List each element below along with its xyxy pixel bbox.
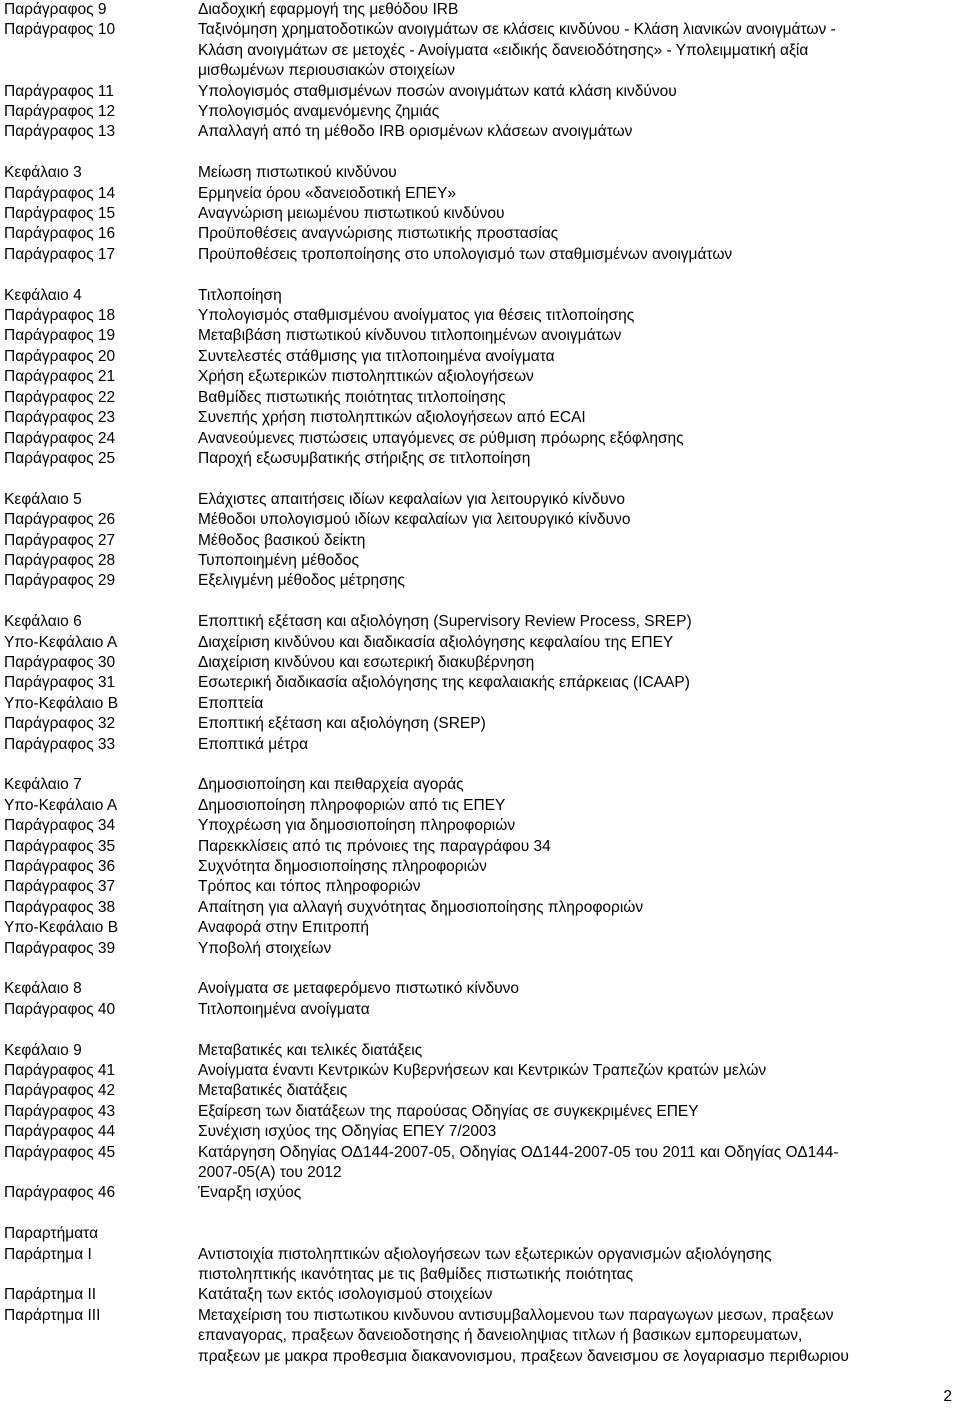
toc-entry-title (198, 877, 938, 897)
toc-entry-label: Κεφάλαιο 9 (4, 1041, 82, 1059)
toc-entry (0, 571, 960, 591)
toc-entry-title-line: Δημοσιοποίηση πληροφοριών από τις ΕΠΕΥ (198, 796, 506, 814)
toc-entry-title-line: Εποπτική εξέταση και αξιολόγηση (Supervisory Review Process, SREP) (198, 613, 692, 631)
toc-entry (0, 898, 960, 918)
toc-entry-label: Κεφάλαιο 6 (4, 613, 82, 631)
toc-entry (0, 367, 960, 387)
toc-entry (0, 1081, 960, 1101)
toc-entry-title (198, 1000, 938, 1020)
toc-entry-title (198, 939, 938, 959)
toc-entry-label: Παράγραφος 29 (4, 572, 116, 590)
toc-entry-title-line: Κατάταξη των εκτός ισολογισμού στοιχείων (198, 1286, 493, 1304)
toc-entry-title-line: Μεταβιβάση πιστωτικού κίνδυνου τιτλοποιημένων ανοιγμάτων (198, 327, 622, 345)
toc-entry-title-line: Μεταβατικές και τελικές διατάξεις (198, 1041, 423, 1059)
toc-entry (0, 714, 960, 734)
toc-entry-title (198, 510, 938, 530)
toc-entry-title-line: Διαχείριση κινδύνου και εσωτερική διακυβέρνηση (198, 653, 535, 671)
toc-entry-title (198, 204, 938, 224)
toc-entry-title (198, 1041, 938, 1061)
toc-entry (0, 877, 960, 897)
toc-entry-title-line: Συντελεστές στάθμισης για τιτλοποιημένα ανοίγματα (198, 347, 555, 365)
toc-entry (0, 735, 960, 755)
toc-entry-label: Παράγραφος 10 (4, 21, 116, 39)
toc-entry (0, 816, 960, 836)
toc-entry-title-line: Προϋποθέσεις αναγνώρισης πιστωτικής προστασίας (198, 225, 559, 243)
toc-entry (0, 429, 960, 449)
toc-entry-title (198, 347, 938, 367)
toc-entry-title-line: Εξελιγμένη μέθοδος μέτρησης (198, 572, 405, 590)
toc-entry-label: Παράρτημα Ι (4, 1245, 92, 1263)
toc-entry-title-line: Ανοίγματα έναντι Κεντρικών Κυβερνήσεων και Κεντρικών Τραπεζών κρατών μελών (198, 1062, 767, 1080)
toc-entry-label: Παράγραφος 15 (4, 205, 116, 223)
toc-entry-label: Παράγραφος 35 (4, 837, 116, 855)
toc-entry-title-line: Υπολογισμός σταθμισμένου ανοίγματος για θέσεις τιτλοποίησης (198, 307, 635, 325)
toc-entry-label: Παράγραφος 13 (4, 123, 116, 141)
toc-entry-title (198, 857, 938, 877)
page-number: 2 (943, 1388, 952, 1405)
toc-entry-title-line: πραξεων με μακρα προθεσμια διακανονισμου, πραξεων δανεισμου σε λογαριασμο περιθωριου (198, 1347, 849, 1365)
toc-entry (0, 388, 960, 408)
toc-entry-title-line: Ανοίγματα σε μεταφερόμενο πιστωτικό κίνδυνο (198, 980, 520, 998)
toc-entry-title-line: Εσωτερική διαδικασία αξιολόγησης της κεφαλαιακής επάρκειας (ICAAP) (198, 674, 690, 692)
toc-entry-title (198, 612, 938, 632)
toc-entry (0, 408, 960, 428)
toc-entry-title-line: Χρήση εξωτερικών πιστοληπτικών αξιολογήσεων (198, 368, 534, 386)
toc-entry-title-line: πιστοληπτικής ικανότητας με τις βαθμίδες πιστωτικής ποιότητας (198, 1266, 634, 1284)
toc-entry-label: Παράγραφος 46 (4, 1184, 116, 1202)
toc-entry-label: Παραρτήματα (4, 1225, 99, 1243)
toc-entry-title (198, 735, 938, 755)
toc-entry-title-line: 2007-05(Α) του 2012 (198, 1164, 342, 1182)
toc-entry-title (198, 224, 938, 244)
toc-entry-label: Κεφάλαιο 5 (4, 490, 82, 508)
toc-entry-title-line: Απαλλαγή από τη μέθοδο IRB ορισμένων κλάσεων ανοιγμάτων (198, 123, 633, 141)
toc-entry-label: Παράρτημα ΙΙ (4, 1286, 97, 1304)
toc-entry-title (198, 571, 938, 591)
toc-entry (0, 184, 960, 204)
toc-entry (0, 449, 960, 469)
toc-entry-label: Παράγραφος 25 (4, 449, 116, 467)
toc-entry-label: Υπο-Κεφάλαιο Β (4, 919, 119, 937)
toc-entry-title (198, 429, 938, 449)
toc-entry-label: Παράγραφος 37 (4, 878, 116, 896)
toc-entry-title (198, 122, 938, 142)
toc-entry-title-line: Μέθοδος βασικού δείκτη (198, 531, 366, 549)
toc-entry (0, 245, 960, 265)
toc-entry (0, 939, 960, 959)
toc-entry-title-line: Αντιστοιχία πιστοληπτικών αξιολογήσεων των εξωτερικών οργανισμών αξιολόγησης (198, 1245, 772, 1263)
toc-entry (0, 82, 960, 102)
toc-entry (0, 633, 960, 653)
toc-entry-title-line: Υποχρέωση για δημοσιοποίηση πληροφοριών (198, 817, 516, 835)
toc-entry-title-line: Συχνότητα δημοσιοποίησης πληροφοριών (198, 857, 487, 875)
toc-entry-label: Παράγραφος 32 (4, 715, 116, 733)
toc-entry-label: Παράγραφος 23 (4, 409, 116, 427)
toc-entry-title (198, 1061, 938, 1081)
toc-entry-label: Παράγραφος 14 (4, 184, 116, 202)
toc-entry-label: Παράγραφος 11 (4, 82, 114, 100)
toc-entry-title-line: Μεταβατικές διατάξεις (198, 1082, 348, 1100)
toc-entry-title-line: Ερμηνεία όρου «δανειοδοτική ΕΠΕΥ» (198, 184, 456, 202)
toc-entry-title-line: Αναγνώριση μειωμένου πιστωτικού κινδύνου (198, 205, 505, 223)
toc-entry-label: Παράγραφος 36 (4, 857, 116, 875)
toc-entry (0, 204, 960, 224)
toc-entry-title-line: μισθωμένων περιουσιακών στοιχείων (198, 62, 455, 80)
toc-entry (0, 673, 960, 693)
toc-entry (0, 551, 960, 571)
toc-entry-title-line: Εξαίρεση των διατάξεων της παρούσας Οδηγίας σε συγκεκριμένες ΕΠΕΥ (198, 1102, 699, 1120)
toc-entry-title (198, 796, 938, 816)
toc-entry-title-line: Ταξινόμηση χρηματοδοτικών ανοιγμάτων σε κλάσεις κινδύνου - Κλάση λιανικών ανοιγμάτων - (198, 21, 836, 39)
toc-entry-title (198, 20, 938, 81)
toc-entry-label: Παράγραφος 27 (4, 531, 116, 549)
toc-entry-title-line: Συνεπής χρήση πιστοληπτικών αξιολογήσεων από ECAI (198, 409, 586, 427)
toc-entry-title (198, 490, 938, 510)
toc-entry-title (198, 1285, 938, 1305)
toc-entry-label: Παράγραφος 21 (4, 368, 116, 386)
toc-entry-title (198, 633, 938, 653)
toc-entry (0, 1285, 960, 1305)
toc-entry-label: Παράγραφος 42 (4, 1082, 116, 1100)
toc-entry-title-line: Μείωση πιστωτικού κινδύνου (198, 164, 397, 182)
toc-entry (0, 347, 960, 367)
toc-entry-title (198, 979, 938, 999)
toc-entry-title-line: Μεταχείριση του πιστωτικου κινδυνου αντισυμβαλλομενου των παραγωγων μεσων, πραξεων (198, 1306, 834, 1324)
toc-entry-title-line: Εποπτικά μέτρα (198, 735, 309, 753)
toc-entry-title (198, 1306, 938, 1367)
toc-entry (0, 1102, 960, 1122)
toc-entry-title (198, 306, 938, 326)
toc-entry (0, 1306, 960, 1367)
toc-entry (0, 653, 960, 673)
toc-entry-title-line: Βαθμίδες πιστωτικής ποιότητας τιτλοποίησης (198, 388, 506, 406)
toc-entry (0, 1122, 960, 1142)
toc-entry (0, 531, 960, 551)
toc-entry-label: Παράγραφος 39 (4, 939, 116, 957)
toc-entry (0, 918, 960, 938)
toc-entry-label: Παράγραφος 43 (4, 1102, 116, 1120)
toc-entry (0, 1224, 960, 1244)
toc-entry-title (198, 837, 938, 857)
toc-entry-title (198, 286, 938, 306)
toc-entry-title-line: Παροχή εξωσυμβατικής στήριξης σε τιτλοποίηση (198, 449, 531, 467)
toc-entry-title (198, 531, 938, 551)
toc-entry (0, 163, 960, 183)
toc-entry-title-line: Τιτλοποιημένα ανοίγματα (198, 1000, 370, 1018)
toc-entry-title-line: Δημοσιοποίηση και πειθαρχεία αγοράς (198, 776, 464, 794)
toc-entry-label: Παράγραφος 17 (4, 245, 116, 263)
toc-entry-label: Παράγραφος 45 (4, 1143, 116, 1161)
toc-entry (0, 510, 960, 530)
toc-entry (0, 694, 960, 714)
toc-entry-title (198, 1081, 938, 1101)
toc-entry-label: Παράγραφος 30 (4, 653, 116, 671)
toc-entry-label: Υπο-Κεφάλαιο Α (4, 633, 118, 651)
toc-entry-title-line: Τρόπος και τόπος πληροφοριών (198, 878, 421, 896)
toc-entry-label: Παράγραφος 33 (4, 735, 116, 753)
toc-entry (0, 857, 960, 877)
toc-entry-label: Παράγραφος 38 (4, 898, 116, 916)
toc-entry (0, 326, 960, 346)
toc-entry (0, 0, 960, 20)
toc-entry-label: Παράγραφος 31 (4, 674, 116, 692)
toc-entry-label: Κεφάλαιο 4 (4, 286, 82, 304)
toc-entry (0, 1245, 960, 1286)
toc-entry-title-line: Υπολογισμός αναμενόμενης ζημιάς (198, 103, 440, 121)
toc-entry-title-line: Τιτλοποίηση (198, 286, 282, 304)
toc-entry (0, 837, 960, 857)
toc-entry-title-line: Τυποποιημένη μέθοδος (198, 551, 359, 569)
toc-entry-label: Παράγραφος 28 (4, 551, 116, 569)
toc-entry-title-line: Ανανεούμενες πιστώσεις υπαγόμενες σε ρύθμιση πρόωρης εξόφλησης (198, 429, 684, 447)
toc-entry-title (198, 694, 938, 714)
toc-entry-label: Παράγραφος 24 (4, 429, 116, 447)
toc-entry-title-line: Συνέχιση ισχύος της Οδηγίας ΕΠΕΥ 7/2003 (198, 1123, 497, 1141)
toc-entry-title (198, 714, 938, 734)
toc-entry-title (198, 1245, 938, 1286)
toc-entry (0, 1000, 960, 1020)
toc-entry (0, 286, 960, 306)
toc-entry (0, 224, 960, 244)
toc-entry-title (198, 898, 938, 918)
toc-entry (0, 1061, 960, 1081)
toc-entry (0, 102, 960, 122)
toc-entry-title (198, 816, 938, 836)
toc-entry-title-line: Υπολογισμός σταθμισμένων ποσών ανοιγμάτων κατά κλάση κινδύνου (198, 82, 677, 100)
toc-entry-title (198, 367, 938, 387)
toc-entry-title (198, 82, 938, 102)
toc-entry-title-line: Κατάργηση Οδηγίας ΟΔ144-2007-05, Οδηγίας ΟΔ144-2007-05 του 2011 και Οδηγίας ΟΔ144- (198, 1143, 839, 1161)
toc-entry-label: Κεφάλαιο 3 (4, 164, 82, 182)
toc-entry-label: Παράρτημα ΙΙΙ (4, 1306, 101, 1324)
toc-entry-label: Κεφάλαιο 7 (4, 776, 82, 794)
toc-entry-title-line: Μέθοδοι υπολογισμού ιδίων κεφαλαίων για λειτουργικό κίνδυνο (198, 511, 631, 529)
toc-entry-title (198, 673, 938, 693)
toc-entry (0, 775, 960, 795)
toc-entry-title-line: Προϋποθέσεις τροποποίησης στο υπολογισμό των σταθμισμένων ανοιγμάτων (198, 245, 733, 263)
toc-entry (0, 796, 960, 816)
toc-entry-label: Παράγραφος 41 (4, 1062, 116, 1080)
toc-entry-title (198, 653, 938, 673)
toc-entry (0, 1183, 960, 1203)
toc-entry-title (198, 326, 938, 346)
toc-entry-title (198, 0, 938, 20)
toc-entry (0, 612, 960, 632)
toc-entry-title-line: Ελάχιστες απαιτήσεις ιδίων κεφαλαίων για λειτουργικό κίνδυνο (198, 490, 625, 508)
toc-entry-title-line: Έναρξη ισχύος (198, 1184, 302, 1202)
toc-entry (0, 1143, 960, 1184)
toc-entry-title-line: Κλάση ανοιγμάτων σε μετοχές - Ανοίγματα «ειδικής δανειοδότησης» - Υπολειμματική αξία (198, 41, 809, 59)
toc-entry-label: Κεφάλαιο 8 (4, 980, 82, 998)
toc-entry-title (198, 775, 938, 795)
toc-entry (0, 306, 960, 326)
toc-entry (0, 1041, 960, 1061)
toc-entry-title (198, 1122, 938, 1142)
toc-entry-title-line: επαναγορας, πραξεων δανειοδοτησης ή δανειοληψιας τιτλων ή βασικων εμπορευματων, (198, 1327, 803, 1345)
toc-entry-title (198, 163, 938, 183)
toc-entry-title-line: Εποπτεία (198, 694, 264, 712)
toc-entry-title (198, 408, 938, 428)
toc-entry-title-line: Αναφορά στην Επιτροπή (198, 919, 370, 937)
toc-entry-title-line: Απαίτηση για αλλαγή συχνότητας δημοσιοποίησης πληροφοριών (198, 898, 644, 916)
toc-entry-title (198, 551, 938, 571)
toc-entry-title (198, 102, 938, 122)
toc-entry (0, 490, 960, 510)
toc-entry-title (198, 1183, 938, 1203)
toc-entry-title-line: Διαδοχική εφαρμογή της μεθόδου IRB (198, 1, 459, 18)
toc-entry-label: Παράγραφος 19 (4, 327, 116, 345)
toc-entry-label: Παράγραφος 12 (4, 103, 116, 121)
toc-entry-label: Παράγραφος 34 (4, 817, 116, 835)
toc-entry-label: Παράγραφος 20 (4, 347, 116, 365)
toc-entry-title (198, 918, 938, 938)
toc-entry-title-line: Υποβολή στοιχείων (198, 939, 332, 957)
toc-entry-title (198, 449, 938, 469)
toc-entry-title (198, 1143, 938, 1184)
toc-entry-title (198, 245, 938, 265)
toc-entry-title (198, 184, 938, 204)
toc-entry-title-line: Διαχείριση κινδύνου και διαδικασία αξιολόγησης κεφαλαίου της ΕΠΕΥ (198, 633, 674, 651)
toc-entry-label: Υπο-Κεφάλαιο Β (4, 694, 119, 712)
toc-entry-label: Παράγραφος 40 (4, 1000, 116, 1018)
toc-entry (0, 122, 960, 142)
toc-entry-label: Παράγραφος 26 (4, 511, 116, 529)
toc-entry-title-line: Εποπτική εξέταση και αξιολόγηση (SREP) (198, 715, 486, 733)
toc-entry (0, 20, 960, 81)
toc-entry-label: Παράγραφος 16 (4, 225, 116, 243)
toc-entry-label: Παράγραφος 22 (4, 388, 116, 406)
toc-entry-label: Παράγραφος 44 (4, 1123, 116, 1141)
toc-entry-label: Παράγραφος 9 (4, 1, 107, 18)
toc-entry-title-line: Παρεκκλίσεις από τις πρόνοιες της παραγράφου 34 (198, 837, 551, 855)
toc-entry (0, 979, 960, 999)
toc-entry-label: Παράγραφος 18 (4, 307, 116, 325)
toc-entry-title (198, 388, 938, 408)
toc-entry-label: Υπο-Κεφάλαιο Α (4, 796, 118, 814)
toc-entry-title (198, 1102, 938, 1122)
